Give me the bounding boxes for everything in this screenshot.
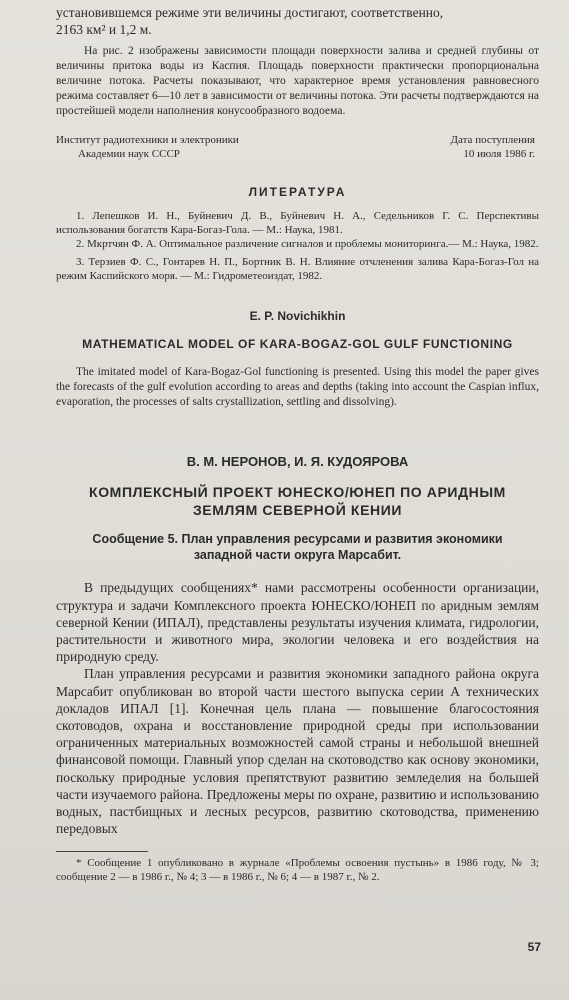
institution-name	[56, 133, 239, 161]
footnote: * Сообщение 1 опубликовано в журнале «Проблемы освоения пустынь» в 1986 году, № 3; сообщение 2 — в 1986 г., № 4; 3 — в 1986 г., № 6; 4 — в 1987 г., № 2.	[56, 857, 539, 884]
footnote-rule	[56, 851, 148, 852]
intro-line-2: 2163 км² и 1,2 м.	[56, 22, 152, 38]
article-authors: В. М. НЕРОНОВ, И. Я. КУДОЯРОВА	[186, 454, 409, 470]
page-number: 57	[527, 940, 541, 954]
article-subtitle-line-2: западной части округа Марсабит.	[193, 548, 402, 563]
literature-heading: ЛИТЕРАТУРА	[248, 185, 347, 200]
reference-item: 1. Лепешков И. Н., Буйневич Д. В., Буйневич Н. А., Седельников Г. С. Перспективы использования богатств Кара-Богаз-Гола. — М.: Наука, 1981.	[56, 210, 539, 237]
institution-line-2: Академии наук СССР	[78, 148, 180, 161]
institution-block	[56, 133, 539, 161]
article-title-line-1: КОМПЛЕКСНЫЙ ПРОЕКТ ЮНЕСКО/ЮНЕП ПО АРИДНЫМ	[89, 484, 506, 501]
article-title-line-2: ЗЕМЛЯМ СЕВЕРНОЙ КЕНИИ	[192, 502, 403, 519]
intro-paragraph: На рис. 2 изображены зависимости площади поверхности залива и средней глубины от величины притока воды из Каспия. Площадь поверхности практически пропорциональна величине потока. Расчеты показывают, что характерное время установления равновесного режима составляет 6—10 лет в зависимости от величины потока. Эти расчеты подтверждаются на простейшей модели наполнения конусообразного водоема.	[56, 45, 539, 118]
intro-line-1: установившемся режиме эти величины достигают, соответственно,	[56, 5, 444, 20]
english-abstract: The imitated model of Kara-Bogaz-Gol functioning is presented. Using this model the paper gives the forecasts of the gulf evolution according to areas and depths (taking into account the Caspian influx, evaporation, the processes of salts crystallization, settling and dissolving).	[56, 366, 539, 409]
english-author: E. P. Novichikhin	[249, 309, 346, 324]
references-list	[56, 209, 539, 283]
article-paragraph-2: План управления ресурсами и развития экономики западного района округа Марсабит опубликован во второй части шестого выпуска серии А технических докладов ИПАЛ [1]. Конечная цель плана — повышение благосостояния скотоводов, охрана и восстановление природной среды при использовании ограниченных материальных возможностей самой страны и небольшой внешней финансовой помощи. Главный упор сделан на скотоводство как основу экономики, поскольку природные условия препятствуют развитию земледелия на большей части изучаемого района. Предложены меры по охране, развитию и использованию водных, пастбищных и лесных ресурсов, развитию скотоводства, применению передовых	[56, 666, 539, 837]
reference-item: 2. Мкртчян Ф. А. Оптимальное различение сигналов и проблемы мониторинга.— М.: Наука, 1982.	[76, 238, 539, 251]
article-subtitle	[56, 531, 539, 563]
english-title: MATHEMATICAL MODEL OF KARA-BOGAZ-GOL GULF FUNCTIONING	[82, 337, 513, 352]
article-title	[56, 483, 539, 519]
received-date-value: 10 июля 1986 г.	[463, 148, 535, 161]
institution-line-1: Институт радиотехники и электроники	[56, 134, 239, 147]
article-subtitle-line-1: Сообщение 5. План управления ресурсами и развития экономики	[92, 532, 503, 547]
reference-item: 3. Терзиев Ф. С., Гонтарев Н. П., Бортник В. Н. Влияние отчленения залива Кара-Богаз-Гол на режим Каспийского моря. — М.: Гидрометеоиздат, 1982.	[56, 256, 539, 283]
received-date-label: Дата поступления	[450, 134, 535, 147]
received-date	[451, 133, 539, 161]
article-paragraph-1: В предыдущих сообщениях* нами рассмотрены особенности организации, структура и задачи Комплексного проекта ЮНЕСКО/ЮНЕП по аридным землям северной Кении (ИПАЛ), представлены результаты изучения климата, гидрологии, растительности и животного мира, экологии человека и его воздействия на природную среду.	[56, 580, 539, 665]
